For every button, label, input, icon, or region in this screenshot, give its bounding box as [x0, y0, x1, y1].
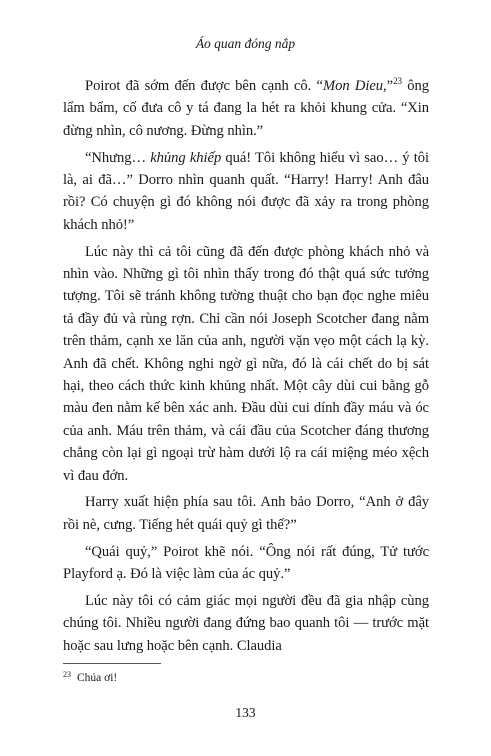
paragraph — [63, 541, 429, 586]
footnote-reference: 23 — [393, 76, 402, 86]
text-run: “Quái quỷ,” Poirot khẽ nói. “Ông nói rất đúng, Tử tước Playford ạ. Đó là việc làm của ác quỷ.” — [63, 543, 429, 583]
body-text — [63, 75, 429, 662]
text-run: Lúc này tôi có cảm giác mọi người đều đã gia nhập cùng chúng tôi. Nhiều người đang đứng bao quanh tôi — trước mặt hoặc sau lưng hoặc bên cạnh. Claudia — [63, 592, 429, 654]
paragraph — [63, 241, 429, 487]
text-run: ông lẩm bẩm, cố đưa cô y tá đang la hét ra khỏi khung cửa. “Xin đừng nhìn, cô nương. Đừng nhìn.” — [63, 78, 429, 139]
footnote-separator — [63, 663, 161, 664]
page-number: 133 — [235, 705, 256, 720]
footnote-marker: 23 — [63, 670, 71, 679]
text-run: “Nhưng… — [85, 149, 151, 166]
text-run: Lúc này thì cả tôi cũng đã đến được phòng khách nhỏ và nhìn vào. Những gì tôi nhìn thấy trong đó thật quá sức tưởng tượng. Tôi sẽ tránh không tường thuật cho bạn đọc nghe miêu tả đầy đủ và rùng rợn. Chỉ cần nói Joseph Scotcher đang nằm trên thảm, cạnh xe lăn của anh, người vặn vẹo một cách lạ kỳ. Anh đã chết. Không nghi ngờ gì nữa, đó là cái chết do bị sát hại, theo cách thức kinh khủng nhất. Một cây dùi cui bằng gỗ màu đen nằm kế bên xác anh. Đầu dùi cui dính đầy máu và óc của anh. Máu trên thảm, và cái đầu của Scotcher đáng thương chẳng còn lại gì ngoại trừ hàm dưới lộ ra cái miệng méo xệch vì đau đớn. — [63, 243, 429, 484]
paragraph — [63, 590, 429, 657]
italic-text: khủng khiếp — [150, 149, 222, 166]
text-run: ,” — [383, 78, 394, 94]
text-run: quá! Tôi không hiểu vì sao… ý tôi là, ai đã…” Dorro nhìn quanh quất. “Harry! Harry! Anh đâu rồi? Có chuyện gì đó không nói được đã xảy ra trong phòng khách nhỏ!” — [63, 149, 429, 233]
paragraph — [63, 491, 429, 536]
paragraph — [63, 147, 429, 237]
paragraph — [63, 75, 429, 142]
footnote — [63, 671, 429, 685]
footnote-text: Chúa ơi! — [77, 672, 118, 684]
running-header: Áo quan đóng nắp — [195, 36, 296, 51]
text-run: Poirot đã sớm đến được bên cạnh cô. “ — [85, 78, 323, 94]
italic-text: Mon Dieu — [322, 78, 384, 94]
text-run: Harry xuất hiện phía sau tôi. Anh bảo Dorro, “Anh ở đây rồi nè, cưng. Tiếng hét quái quỷ gì thế?” — [63, 494, 429, 533]
